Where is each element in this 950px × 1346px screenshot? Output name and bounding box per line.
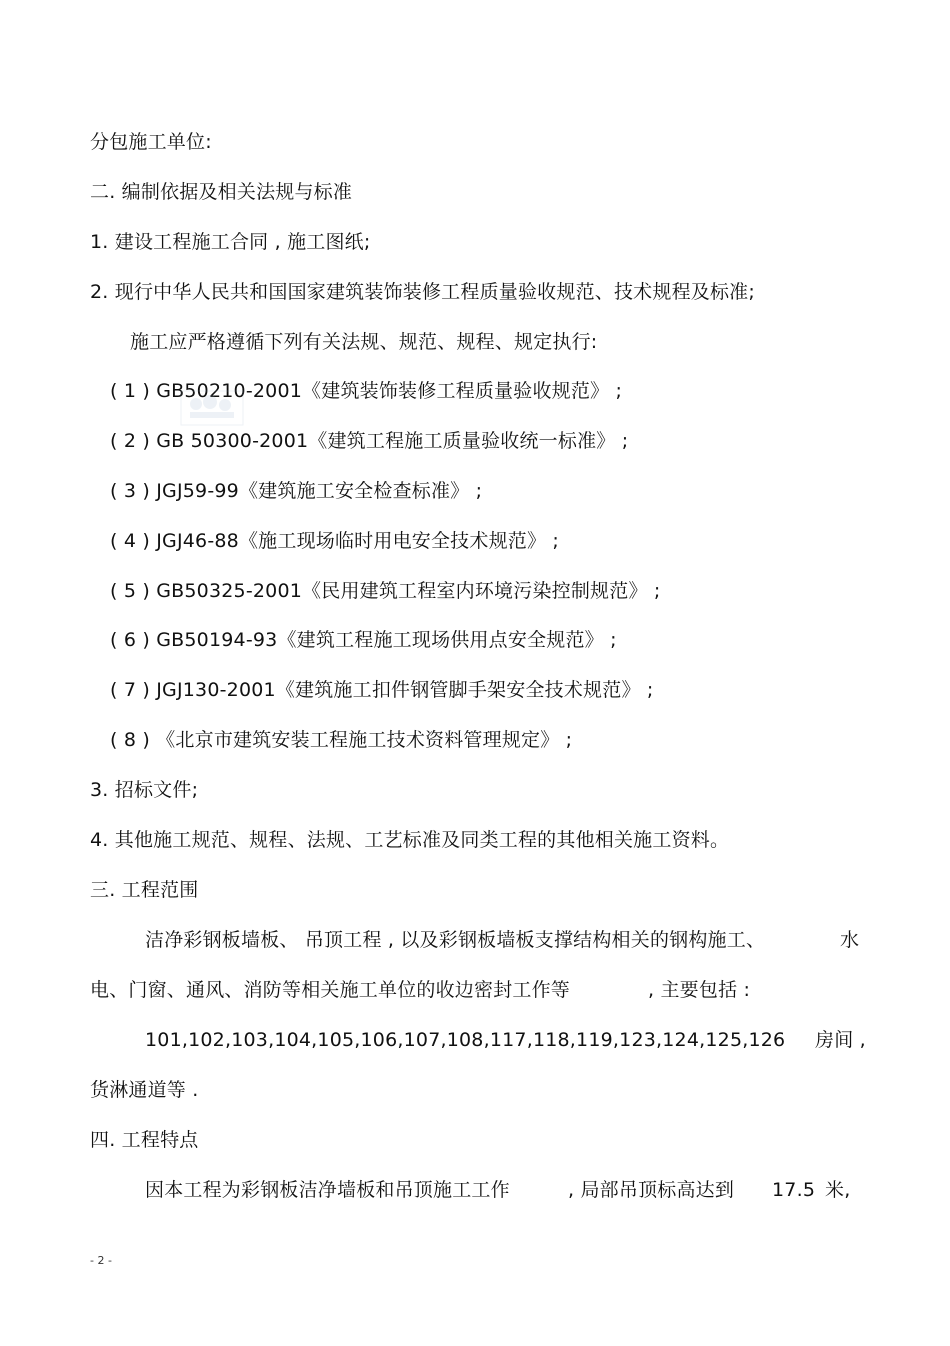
section-two-heading: 二. 编制依据及相关法规与标准 (90, 181, 353, 203)
feature-height-unit: 米, (825, 1179, 851, 1201)
page-number: - 2 - (90, 1254, 112, 1267)
scope-paragraph-line-4: 货淋通道等 . (90, 1079, 199, 1101)
watermark-logo (180, 390, 244, 426)
regulations-intro: 施工应严格遵循下列有关法规、规范、规程、规定执行: (130, 331, 598, 353)
subcontractor-line: 分包施工单位: (90, 131, 212, 153)
scope-paragraph-line-2-end: , 主要包括 : (648, 979, 751, 1001)
standard-item-6: ( 6 ) GB50194-93《建筑工程施工现场供用点安全规范》 ; (110, 629, 617, 651)
room-numbers: 101,102,103,104,105,106,107,108,117,118,119,123,124,125,126 (145, 1029, 786, 1051)
standard-item-5: ( 5 ) GB50325-2001《民用建筑工程室内环境污染控制规范》 ; (110, 580, 661, 602)
scope-paragraph-line-1: 洁净彩钢板墙板、 吊顶工程 , 以及彩钢板墙板支撑结构相关的钢构施工、 (145, 929, 766, 951)
basis-item-1: 1. 建设工程施工合同 , 施工图纸; (90, 231, 371, 253)
room-label: 房间 , (815, 1029, 866, 1051)
basis-item-2: 2. 现行中华人民共和国国家建筑装饰装修工程质量验收规范、技术规程及标准; (90, 281, 755, 303)
section-four-heading: 四. 工程特点 (90, 1129, 199, 1151)
standard-item-4: ( 4 ) JGJ46-88《施工现场临时用电安全技术规范》 ; (110, 530, 560, 552)
feature-paragraph-line-1-mid: , 局部吊顶标高达到 (568, 1179, 735, 1201)
feature-height-value: 17.5 (772, 1179, 816, 1201)
feature-paragraph-line-1: 因本工程为彩钢板洁净墙板和吊顶施工工作 (145, 1179, 510, 1201)
scope-paragraph-line-1-end: 水 (840, 929, 860, 951)
standard-item-1: ( 1 ) GB50210-2001《建筑装饰装修工程质量验收规范》 ; (110, 380, 623, 402)
section-three-heading: 三. 工程范围 (90, 879, 199, 901)
basis-item-4: 4. 其他施工规范、规程、法规、工艺标准及同类工程的其他相关施工资料。 (90, 829, 730, 851)
standard-item-3: ( 3 ) JGJ59-99《建筑施工安全检查标准》 ; (110, 480, 483, 502)
standard-item-8: ( 8 ) 《北京市建筑安装工程施工技术资料管理规定》 ; (110, 729, 573, 751)
standard-item-2: ( 2 ) GB 50300-2001《建筑工程施工质量验收统一标准》 ; (110, 430, 629, 452)
scope-paragraph-line-2: 电、门窗、通风、消防等相关施工单位的收边密封工作等 (90, 979, 571, 1001)
standard-item-7: ( 7 ) JGJ130-2001《建筑施工扣件钢管脚手架安全技术规范》 ; (110, 679, 654, 701)
basis-item-3: 3. 招标文件; (90, 779, 199, 801)
